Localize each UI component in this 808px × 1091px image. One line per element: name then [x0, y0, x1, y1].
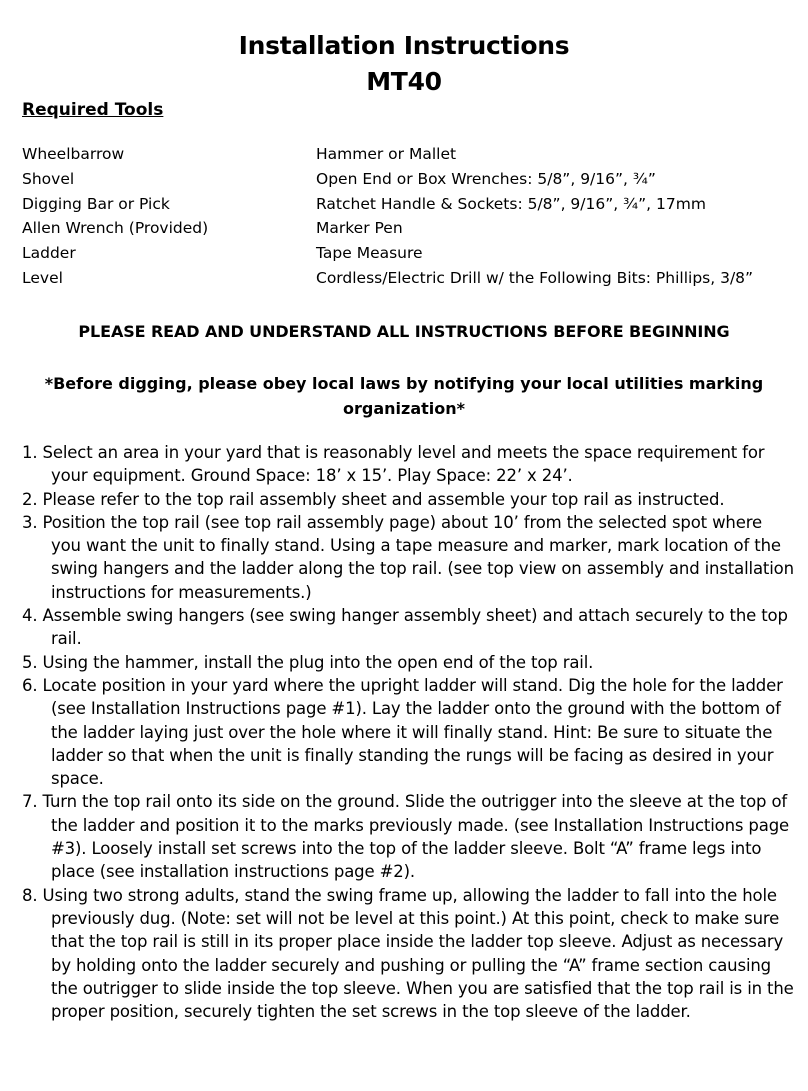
tool-item: Wheelbarrow — [22, 145, 125, 163]
instruction-step: 4. Assemble swing hangers (see swing hanger assembly sheet) and attach securely to the top rail. — [22, 606, 788, 649]
instruction-step: 6. Locate position in your yard where the upright ladder will stand. Dig the hole for the ladder (see Installation Instructions page #1). Lay the ladder onto the ground with the bottom of the ladder laying just over the hole where it will finally stand. Hint: Be sure to situate the ladder so that when the unit is finally standing the rungs will be facing as desired in your space. — [22, 675, 783, 789]
instruction-step: 7. Turn the top rail onto its side on the ground. Slide the outrigger into the sleeve at the top of the ladder and position it to the marks previously made. (see Installation Instructions page #3). Loosely install set screws into the top of the ladder sleeve. Bolt “A” frame legs into place (see installation instructions page #2). — [22, 792, 790, 882]
instruction-step: 1. Select an area in your yard that is reasonably level and meets the space requirement for your equipment. Ground Space: 18’ x 15’. Play Space: 22’ x 24’. — [22, 443, 765, 486]
instruction-step: 8. Using two strong adults, stand the swing frame up, allowing the ladder to fall into the hole previously dug. (Note: set will not be level at this point.) At this point, check to make sure that the top rail is still in its proper place inside the ladder top sleeve. Adjust as necessary by holding onto the ladder securely and pushing or pulling the “A” frame section causing the outrigger to slide inside the top sleeve. When you are satisfied that the top rail is in the proper position, securely tighten the set screws in the top sleeve of the ladder. — [22, 885, 794, 1022]
tool-item: Marker Pen — [316, 219, 403, 238]
instruction-steps — [22, 441, 794, 1023]
tool-item: Level — [22, 268, 63, 287]
tool-row — [22, 167, 802, 192]
tool-item: Hammer or Mallet — [316, 145, 457, 163]
required-tools-heading: Required Tools — [22, 100, 164, 120]
tool-item: Open End or Box Wrenches: 5/8”, 9/16”, ¾” — [316, 169, 656, 188]
tool-row — [22, 142, 802, 167]
tool-row — [22, 216, 802, 241]
tool-row — [22, 241, 802, 266]
tool-item: Shovel — [22, 169, 75, 188]
instruction-step: 2. Please refer to the top rail assembly sheet and assemble your top rail as instructed. — [22, 489, 725, 509]
model-number: MT40 — [366, 67, 442, 96]
read-instructions-notice: PLEASE READ AND UNDERSTAND ALL INSTRUCTIONS BEFORE BEGINNING — [78, 322, 730, 341]
instruction-step: 3. Position the top rail (see top rail assembly page) about 10’ from the selected spot where you want the unit to finally stand. Using a tape measure and marker, mark location of the swing hangers and the ladder along the top rail. (see top view on assembly and installation instructions for measurements.) — [22, 512, 794, 602]
tool-row — [22, 192, 802, 217]
tool-item: Digging Bar or Pick — [22, 194, 170, 213]
digging-notice: *Before digging, please obey local laws by notifying your local utilities marking organization* — [44, 374, 764, 418]
tool-item: Allen Wrench (Provided) — [22, 219, 209, 238]
tool-row — [22, 266, 802, 291]
tool-item: Cordless/Electric Drill w/ the Following Bits: Phillips, 3/8” — [316, 268, 754, 287]
tool-item: Ladder — [22, 244, 76, 263]
tool-item: Ratchet Handle & Sockets: 5/8”, 9/16”, ¾”, 17mm — [316, 194, 706, 213]
tool-item: Tape Measure — [316, 244, 423, 263]
instruction-step: 5. Using the hammer, install the plug into the open end of the top rail. — [22, 652, 594, 672]
document-title: Installation Instructions — [238, 31, 570, 60]
required-tools-list — [22, 142, 802, 291]
